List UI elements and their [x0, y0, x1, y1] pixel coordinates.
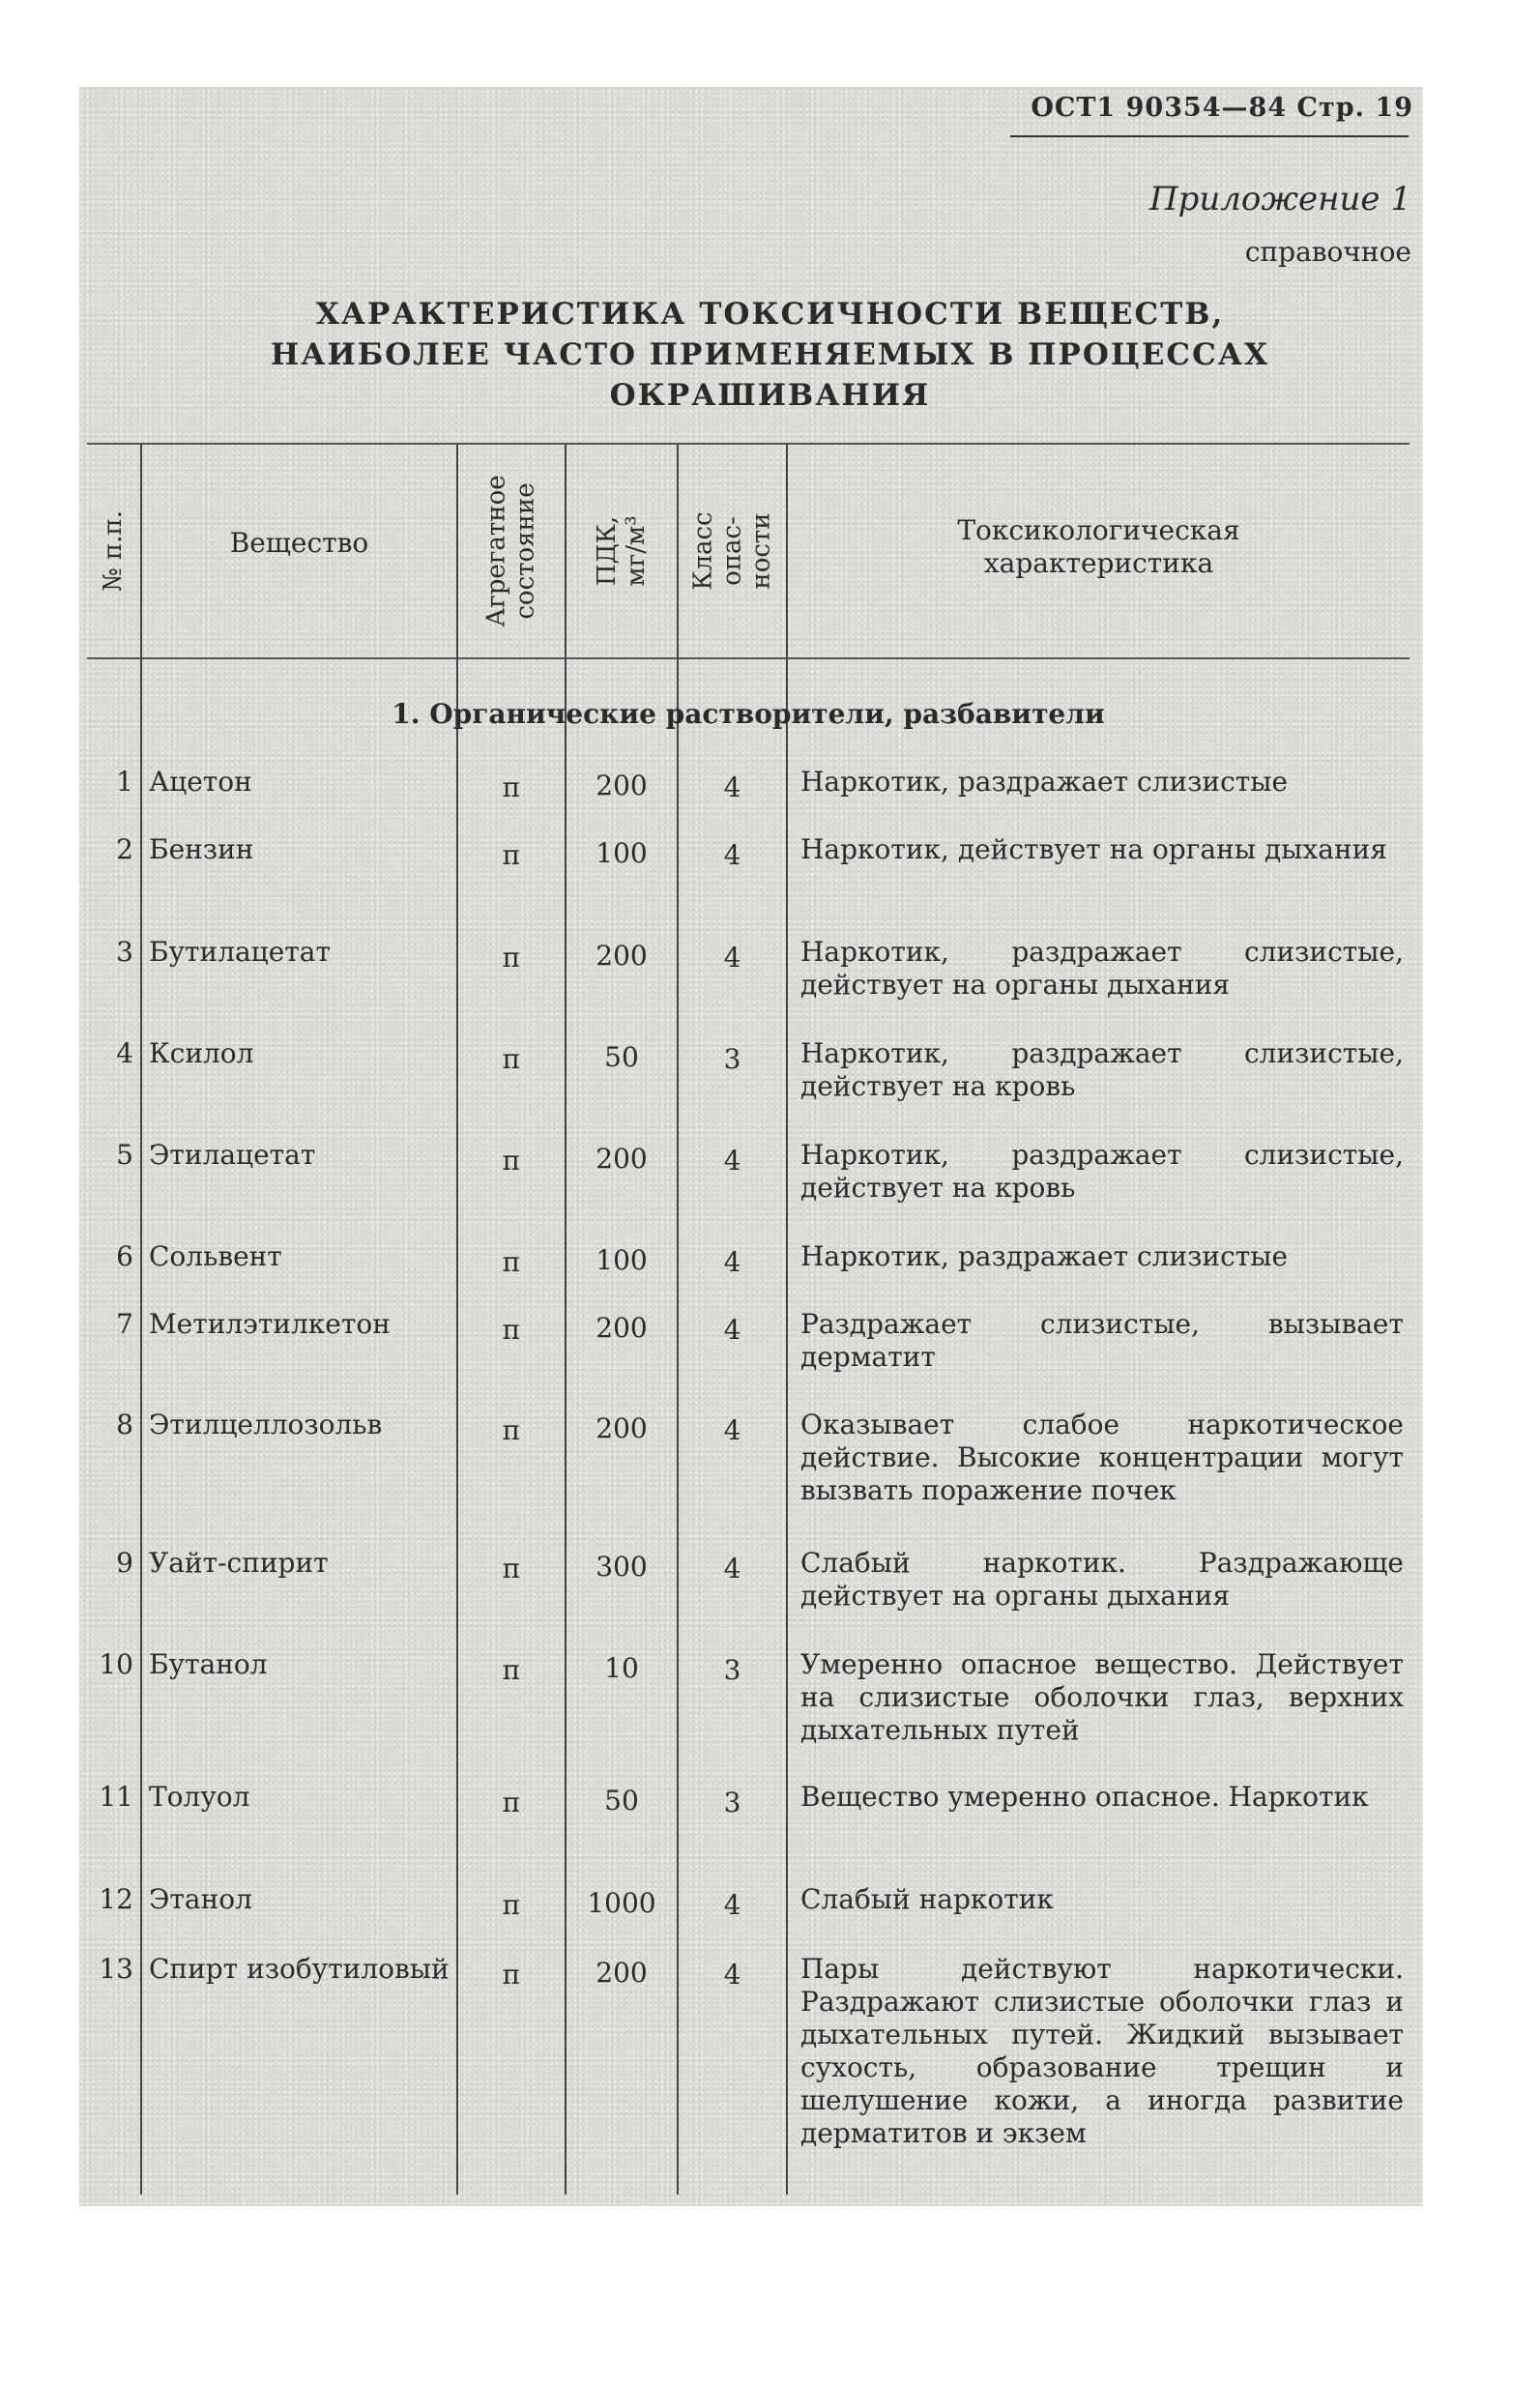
substance-name: Этанол	[149, 1883, 252, 1915]
toxicology-description: Наркотик, действует на органы дыхания	[800, 833, 1387, 865]
page-title	[0, 294, 1540, 416]
pdk-value: 200	[596, 940, 648, 972]
toxicology-description: Наркотик, раздражает слизистые, действует на кровь	[800, 1037, 1404, 1102]
toxicology-description: Вещество умеренно опасное. Наркотик	[800, 1781, 1369, 1813]
substance-name: Бутанол	[149, 1648, 268, 1680]
pdk-value: 200	[596, 1143, 648, 1175]
aggregate-state: п	[502, 771, 521, 803]
toxicology-description: Наркотик, раздражает слизистые, действует на кровь	[800, 1139, 1404, 1204]
substance-name: Ацетон	[149, 766, 252, 798]
hazard-class: 4	[723, 1246, 741, 1278]
pdk-value: 10	[604, 1652, 639, 1684]
substance-name: Бензин	[149, 833, 254, 865]
hazard-class: 4	[723, 839, 741, 871]
substance-name: Уайт-спирит	[149, 1547, 329, 1579]
title-line-2: НАИБОЛЕЕ ЧАСТО ПРИМЕНЯЕМЫХ В ПРОЦЕССАХ	[270, 337, 1270, 372]
aggregate-state: п	[502, 1959, 521, 1991]
pdk-value: 300	[596, 1551, 648, 1583]
aggregate-state: п	[502, 942, 521, 974]
reference-note: справочное	[1244, 236, 1411, 268]
aggregate-state: п	[502, 1414, 521, 1446]
substance-name: Сольвент	[149, 1240, 282, 1272]
pdk-value: 100	[596, 1244, 648, 1276]
row-number: 12	[99, 1883, 133, 1915]
aggregate-state: п	[502, 839, 521, 871]
toxicology-description: Пары действуют наркотически. Раздражают слизистые оболочки глаз и дыхательных путей. Жидкий вызывает сухость, образование трещин и шелушение кожи, а иногда развитие дерматитов и экзем	[800, 1953, 1404, 2149]
pdk-value: 200	[596, 770, 648, 801]
row-number: 4	[116, 1037, 133, 1069]
row-number: 5	[116, 1139, 133, 1171]
toxicology-description: Слабый наркотик. Раздражающе действует на органы дыхания	[800, 1547, 1404, 1612]
substance-name: Ксилол	[149, 1037, 254, 1069]
toxicology-description: Наркотик, раздражает слизистые, действует на органы дыхания	[800, 936, 1404, 1001]
aggregate-state: п	[502, 1889, 521, 1921]
pdk-value: 50	[604, 1785, 639, 1817]
title-line-3: ОКРАШИВАНИЯ	[609, 378, 931, 413]
row-number: 8	[116, 1409, 133, 1440]
hazard-class: 3	[723, 1787, 741, 1818]
aggregate-state: п	[502, 1787, 521, 1818]
substance-name: Бутилацетат	[149, 936, 331, 968]
row-number: 9	[116, 1547, 133, 1579]
substance-name: Толуол	[149, 1781, 250, 1813]
title-line-1: ХАРАКТЕРИСТИКА ТОКСИЧНОСТИ ВЕЩЕСТВ,	[315, 297, 1225, 332]
aggregate-state: п	[502, 1246, 521, 1278]
document-code: ОСТ1 90354—84 Стр. 19	[1031, 93, 1413, 123]
pdk-value: 50	[604, 1041, 639, 1073]
toxicology-description: Наркотик, раздражает слизистые	[800, 1240, 1289, 1272]
hazard-class: 4	[723, 1889, 741, 1921]
substance-name: Этилацетат	[149, 1139, 316, 1171]
header-rule	[1010, 135, 1409, 137]
row-number: 1	[116, 766, 133, 798]
hazard-class: 4	[723, 1145, 741, 1177]
row-number: 11	[99, 1781, 133, 1813]
substance-name: Метилэтилкетон	[149, 1308, 391, 1340]
pdk-value: 1000	[587, 1887, 656, 1919]
row-number: 6	[116, 1240, 133, 1272]
row-number: 3	[116, 936, 133, 968]
hazard-class: 4	[723, 942, 741, 974]
row-number: 13	[99, 1953, 133, 1985]
pdk-value: 200	[596, 1412, 648, 1444]
hazard-class: 4	[723, 1553, 741, 1584]
toxicology-description: Оказывает слабое наркотическое действие. Высокие концентрации могут вызвать поражение почек	[800, 1409, 1404, 1506]
hazard-class: 3	[723, 1654, 741, 1686]
row-number: 2	[116, 833, 133, 865]
column-header-toxicology: Токсикологическая характеристика	[957, 514, 1240, 579]
toxicology-description: Слабый наркотик	[800, 1883, 1054, 1915]
section-heading: 1. Органические растворители, разбавители	[392, 698, 1105, 730]
toxicology-description: Наркотик, раздражает слизистые	[800, 766, 1289, 798]
hazard-class: 4	[723, 1314, 741, 1346]
row-number: 7	[116, 1308, 133, 1340]
column-header-state: Агрегатное состояние	[482, 475, 540, 627]
appendix-label: Приложение 1	[1148, 180, 1411, 218]
column-header-pdk: ПДК, мг/м³	[593, 515, 651, 587]
substance-name: Спирт изобутиловый	[149, 1953, 450, 1985]
column-header-substance: Вещество	[229, 527, 369, 559]
toxicology-description: Умеренно опасное вещество. Действует на слизистые оболочки глаз, верхних дыхательных путей	[800, 1648, 1404, 1746]
hazard-class: 3	[723, 1043, 741, 1075]
table-header-rule	[87, 657, 1409, 659]
aggregate-state: п	[502, 1553, 521, 1584]
aggregate-state: п	[502, 1145, 521, 1177]
toxicology-description: Раздражает слизистые, вызывает дерматит	[800, 1308, 1404, 1373]
column-header-hazard-class: Класс опас- ности	[688, 511, 776, 591]
aggregate-state: п	[502, 1043, 521, 1075]
column-header-number: № п.п.	[99, 509, 129, 593]
pdk-value: 200	[596, 1312, 648, 1344]
hazard-class: 4	[723, 1414, 741, 1446]
substance-name: Этилцеллозольв	[149, 1409, 383, 1440]
hazard-class: 4	[723, 1959, 741, 1991]
pdk-value: 200	[596, 1957, 648, 1989]
hazard-class: 4	[723, 771, 741, 803]
pdk-value: 100	[596, 837, 648, 869]
row-number: 10	[99, 1648, 133, 1680]
aggregate-state: п	[502, 1314, 521, 1346]
aggregate-state: п	[502, 1654, 521, 1686]
